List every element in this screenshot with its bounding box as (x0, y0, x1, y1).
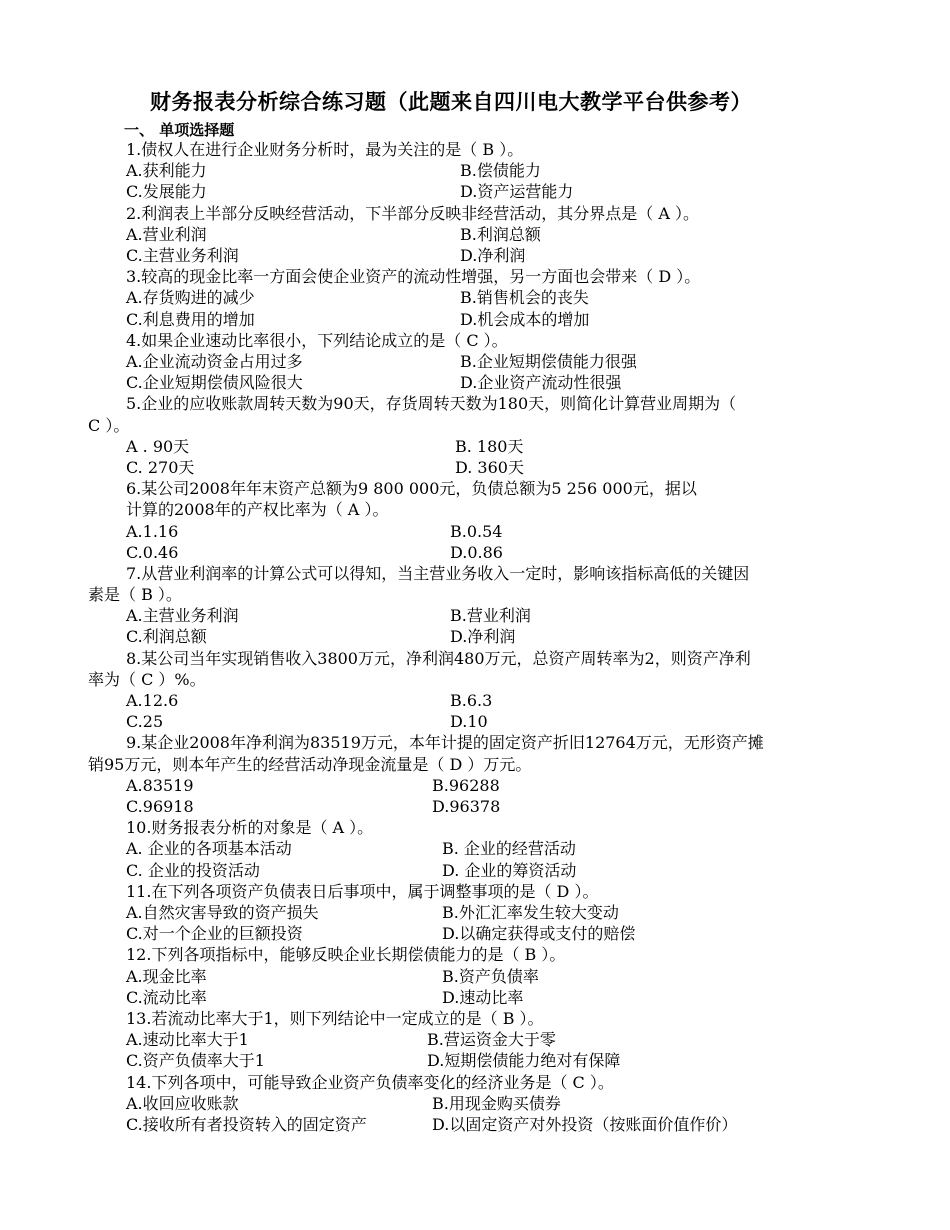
question-item (0, 203, 950, 267)
option-right: D.短期偿债能力绝对有保障 (427, 1051, 621, 1071)
option-right: B. 180天 (455, 436, 524, 456)
option-row (0, 1029, 950, 1050)
option-row (0, 457, 950, 478)
option-left: A. 企业的各项基本活动 (126, 839, 292, 859)
option-right: B.0.54 (450, 521, 503, 541)
option-left: C.企业短期偿债风险很大 (126, 373, 303, 393)
option-right: D.以确定获得或支付的赔偿 (442, 924, 636, 944)
option-left: C.96918 (126, 797, 194, 817)
option-right: B.销售机会的丧失 (460, 288, 589, 308)
option-right: D.速动比率 (442, 987, 524, 1007)
option-row (0, 626, 950, 647)
question-stem: 1.债权人在进行企业财务分析时，最为关注的是（ B ）。 (126, 140, 524, 159)
question-item (0, 648, 950, 733)
option-right: B.营业利润 (450, 606, 531, 626)
option-left: C. 270天 (126, 457, 195, 477)
question-list (0, 139, 950, 1135)
option-left: A.获利能力 (126, 161, 207, 181)
option-row (0, 436, 950, 457)
question-item (0, 478, 950, 563)
option-row (0, 309, 950, 330)
option-left: A.速动比率大于1 (126, 1030, 249, 1050)
question-item (0, 330, 950, 394)
option-left: C.对一个企业的巨额投资 (126, 924, 303, 944)
option-row (0, 1050, 950, 1071)
question-item (0, 266, 950, 330)
option-row (0, 775, 950, 796)
option-row (0, 181, 950, 202)
option-row (0, 245, 950, 266)
option-right: D. 企业的筹资活动 (442, 860, 577, 880)
question-item (0, 881, 950, 945)
question-item (0, 563, 950, 648)
question-stem: 8.某公司当年实现销售收入3800万元，净利润480万元，总资产周转率为2，则资产净利 (126, 648, 751, 668)
option-left: C.发展能力 (126, 182, 207, 202)
option-row (0, 711, 950, 732)
option-row (0, 860, 950, 881)
question-item (0, 1072, 950, 1136)
question-stem: 7.从营业利润率的计算公式可以得知，当主营业务收入一定时，影响该指标高低的关键因 (126, 563, 750, 583)
option-right: D. 360天 (455, 457, 524, 477)
option-right: B.外汇汇率发生较大变动 (442, 903, 619, 922)
question-item (0, 732, 950, 817)
option-right: D.净利润 (460, 245, 526, 265)
option-right: D.0.86 (450, 542, 503, 562)
question-stem-continued: 计算的2008年的产权比率为（ A ）。 (126, 500, 389, 520)
option-row (0, 287, 950, 308)
option-left: C.0.46 (126, 542, 179, 562)
question-stem-continued: 销95万元，则本年产生的经营活动净现金流量是（ D ）万元。 (88, 754, 532, 774)
option-left: A.主营业务利润 (126, 606, 239, 626)
option-right: D.企业资产流动性很强 (460, 373, 622, 393)
question-item (0, 817, 950, 881)
question-item (0, 393, 950, 478)
option-left: C.利润总额 (126, 627, 207, 647)
option-row (0, 923, 950, 944)
option-row (0, 224, 950, 245)
option-row (0, 796, 950, 817)
question-stem-continued: 素是（ B ）。 (88, 585, 182, 605)
option-right: D.机会成本的增加 (460, 309, 590, 329)
option-left: A.收回应收账款 (126, 1093, 239, 1113)
option-left: A.存货购进的减少 (126, 288, 255, 308)
option-right: D.以固定资产对外投资（按账面价值作价） (432, 1114, 738, 1134)
question-stem: 11.在下列各项资产负债表日后事项中，属于调整事项的是（ D ）。 (126, 881, 599, 901)
option-left: C.资产负债率大于1 (126, 1051, 265, 1071)
option-right: D.净利润 (450, 627, 516, 647)
option-right: B.偿债能力 (460, 161, 541, 181)
option-row (0, 966, 950, 987)
question-stem: 13.若流动比率大于1，则下列结论中一定成立的是（ B ）。 (126, 1008, 544, 1028)
question-item (0, 1008, 950, 1072)
question-item (0, 944, 950, 1008)
option-right: D.96378 (432, 797, 501, 817)
question-stem-continued: 率为（ C ）%。 (88, 669, 206, 689)
option-right: B.96288 (432, 775, 500, 795)
question-stem: 10.财务报表分析的对象是（ A ）。 (126, 818, 374, 838)
option-left: A.企业流动资金占用过多 (126, 351, 303, 371)
option-row (0, 1093, 950, 1114)
option-right: B.利润总额 (460, 224, 541, 244)
option-right: D.资产运营能力 (460, 182, 574, 202)
option-left: C.流动比率 (126, 987, 207, 1007)
option-right: B.企业短期偿债能力很强 (460, 351, 637, 371)
option-left: A.12.6 (126, 691, 179, 711)
question-stem: 6.某公司2008年年末资产总额为9 800 000元，负债总额为5 256 000元，据以 (126, 479, 697, 499)
option-left: C.接收所有者投资转入的固定资产 (126, 1114, 367, 1134)
option-left: A.营业利润 (126, 224, 207, 244)
option-left: A . 90天 (126, 436, 190, 456)
option-left: C.25 (126, 712, 164, 732)
option-row (0, 690, 950, 711)
option-right: D.10 (450, 712, 488, 732)
option-left: A.自然灾害导致的资产损失 (126, 903, 319, 922)
option-left: C.主营业务利润 (126, 245, 239, 265)
option-row (0, 902, 950, 923)
option-right: B.营运资金大于零 (427, 1030, 556, 1050)
question-stem: 5.企业的应收账款周转天数为90天，存货周转天数为180天，则简化计算营业周期为（ (126, 394, 737, 414)
question-stem: 4.如果企业速动比率很小，下列结论成立的是（ C ）。 (126, 330, 508, 350)
option-right: B. 企业的经营活动 (442, 839, 576, 859)
option-left: A.83519 (126, 775, 194, 795)
option-row (0, 605, 950, 626)
option-row (0, 351, 950, 372)
option-row (0, 542, 950, 563)
option-row (0, 160, 950, 181)
question-stem: 2.利润表上半部分反映经营活动，下半部分反映非经营活动，其分界点是（ A ）。 (126, 203, 699, 223)
question-stem: 14.下列各项中，可能导致企业资产负债率变化的经济业务是（ C ）。 (126, 1072, 614, 1092)
question-stem: 9.某企业2008年净利润为83519万元，本年计提的固定资产折旧12764万元，无形资产摊 (126, 733, 764, 753)
option-row (0, 987, 950, 1008)
question-stem: 12.下列各项指标中，能够反映企业长期偿债能力的是（ B ）。 (126, 945, 566, 965)
option-left: C. 企业的投资活动 (126, 860, 260, 880)
option-right: B.用现金购买债券 (432, 1093, 561, 1113)
option-right: B.6.3 (450, 691, 493, 711)
option-row (0, 838, 950, 859)
option-row (0, 1114, 950, 1135)
option-right: B.资产负债率 (442, 966, 539, 986)
option-row (0, 521, 950, 542)
option-left: A.现金比率 (126, 966, 207, 986)
option-left: A.1.16 (126, 521, 179, 541)
option-left: C.利息费用的增加 (126, 309, 255, 329)
section-heading: 一、 单项选择题 (124, 121, 235, 139)
option-row (0, 372, 950, 393)
page-title: 财务报表分析综合练习题（此题来自四川电大教学平台供参考） (150, 90, 752, 114)
question-stem-continued: C ）。 (88, 415, 130, 435)
question-stem: 3.较高的现金比率一方面会使企业资产的流动性增强，另一方面也会带来（ D ）。 (126, 267, 701, 287)
question-item (0, 139, 950, 203)
